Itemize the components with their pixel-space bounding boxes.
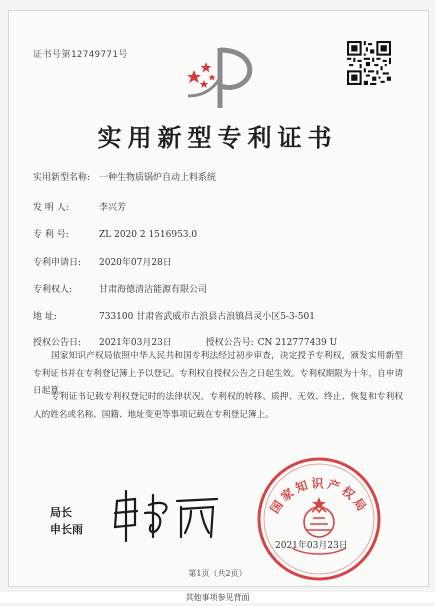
field-address-value: 733100 甘肃省武威市古浪县古浪镇昌灵小区5-3-501 — [99, 312, 315, 322]
field-grant-no-value: CN 212777439 U — [257, 338, 338, 348]
field-inventor-label: 发 明 人: — [33, 203, 69, 213]
handwritten-signature-icon — [105, 487, 225, 547]
paragraph-grant: 国家知识产权局依照中华人民共和国专利法经过初步审查，决定授予专利权，颁发实用新型专利证书并在专利登记簿上予以登记。专利权自授权公告之日起生效。专利权期限为十年，自申请日起算。 — [33, 351, 403, 396]
field-address — [33, 309, 315, 322]
page-number: 第1页（共2页） — [188, 569, 247, 578]
footer-note: 其他事项参见背面 — [0, 592, 435, 603]
director-title: 局长 — [50, 506, 72, 519]
field-name-value: 一种生物质锅炉自动上料系统 — [99, 173, 217, 183]
field-patent-value: ZL 2020 2 1516953.0 — [99, 230, 198, 240]
field-address-label: 地 址: — [33, 312, 57, 322]
field-inventor-value: 李兴芳 — [99, 203, 127, 213]
paragraph-record: 专利证书记载专利权登记时的法律状况。专利权的转移、质押、无效、终止、恢复和专利权人的姓名或名称、国籍、地址变更等事项记载在专利登记簿上。 — [33, 392, 403, 420]
field-name-label: 实用新型名称: — [33, 173, 91, 183]
patent-office-logo-icon — [180, 42, 258, 114]
field-filing-value: 2020年07月28日 — [99, 258, 172, 268]
field-filing-label: 专利申请日: — [33, 258, 82, 268]
field-grant-date-value: 2021年03月23日 — [99, 338, 172, 348]
qr-code-icon — [347, 41, 391, 85]
seal-date: 2021年03月23日 — [275, 541, 348, 551]
field-name — [33, 170, 216, 183]
field-owner — [33, 282, 207, 295]
field-grant-date-label: 授权公告日: — [33, 338, 82, 348]
certificate-number: 证书号第12749771号 — [33, 50, 128, 60]
official-seal-icon — [252, 452, 386, 586]
field-patent-label: 专 利 号: — [33, 230, 69, 240]
svg-text:国家知识产权局 — [267, 476, 370, 516]
certificate-title: 实用新型专利证书 — [97, 123, 338, 152]
field-patent-number — [33, 227, 197, 240]
field-owner-value: 甘肃海德清洁能源有限公司 — [99, 285, 208, 295]
seal-text: 国家知识产权局 — [267, 476, 371, 516]
field-inventor — [33, 200, 126, 213]
field-filing-date — [33, 255, 172, 268]
field-grant-no-label: 授权公告号: — [205, 338, 254, 348]
field-owner-label: 专利权人: — [33, 285, 73, 295]
director-name: 申长雨 — [50, 523, 83, 536]
field-grant — [33, 335, 337, 348]
